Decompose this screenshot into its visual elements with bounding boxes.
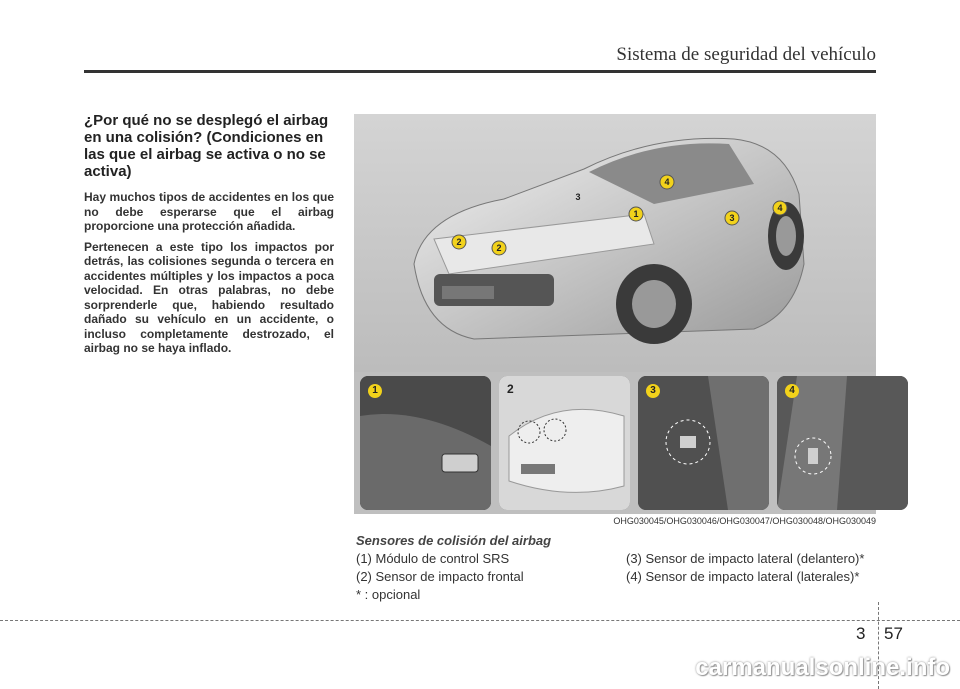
legend-item-2: (2) Sensor de impacto frontal [356, 569, 524, 584]
legend-item-1: (1) Módulo de control SRS [356, 551, 510, 566]
page-number: 57 [884, 624, 903, 643]
car-label-2b: 2 [496, 243, 502, 253]
sensor-detail-thumbnails [360, 376, 876, 510]
watermark: carmanualsonline.info [695, 654, 950, 681]
thumb-number: 1 [368, 382, 382, 398]
car-label-3b: 3 [729, 213, 735, 223]
section-heading: ¿Por qué no se desplegó el airbag en una colisión? (Condiciones en las que el airbag se activa o no se activa) [84, 112, 329, 180]
airbag-sensor-figure [354, 114, 876, 514]
car-label-4b: 4 [777, 203, 783, 213]
header-rule [84, 70, 876, 73]
figure-caption-title: Sensores de colisión del airbag [356, 533, 552, 548]
thumb-side-front-sensor [638, 376, 769, 510]
car-label-1: 1 [633, 209, 639, 219]
chapter-number: 3 [856, 624, 866, 643]
legend-item-3: (3) Sensor de impacto lateral (delantero)* [626, 551, 865, 566]
thumb-number: 3 [646, 382, 660, 398]
legend-note: * : opcional [356, 587, 421, 602]
figure-code: OHG030045/OHG030046/OHG030047/OHG030048/OHG030049 [613, 516, 876, 526]
paragraph-2: Pertenecen a este tipo los impactos por detrás, las colisiones segunda o tercera en accidentes múltiples y los impactos a poca velocidad. En otras palabras, no debe sorprenderle que, habiendo resultado dañado su vehículo en un accidente, o incluso completamente destrozado, el airbag no se haya inflado. [84, 239, 334, 355]
thumb-number: 4 [785, 382, 799, 398]
thumb-srs-module [360, 376, 491, 510]
text-column [84, 112, 334, 362]
car-illustration [354, 114, 876, 372]
page-header-title: Sistema de seguridad del vehículo [616, 44, 876, 65]
car-drawing [354, 114, 876, 372]
figure-legend [356, 550, 878, 604]
car-label-3a: 3 [575, 192, 581, 202]
legend-row [356, 550, 878, 568]
thumb-front-sensor [499, 376, 630, 510]
thumb-2-drawing [499, 376, 630, 510]
thumb-side-rear-sensor [777, 376, 908, 510]
legend-row [356, 568, 878, 586]
car-label-2a: 2 [456, 237, 462, 247]
paragraph-1: Hay muchos tipos de accidentes en los que no debe esperarse que el airbag proporcione una protección añadida. [84, 190, 334, 233]
legend-item-4: (4) Sensor de impacto lateral (laterales)* [626, 569, 860, 584]
car-label-4a: 4 [664, 177, 670, 187]
footer-rule [0, 620, 960, 621]
thumb-number: 2 [507, 382, 514, 396]
